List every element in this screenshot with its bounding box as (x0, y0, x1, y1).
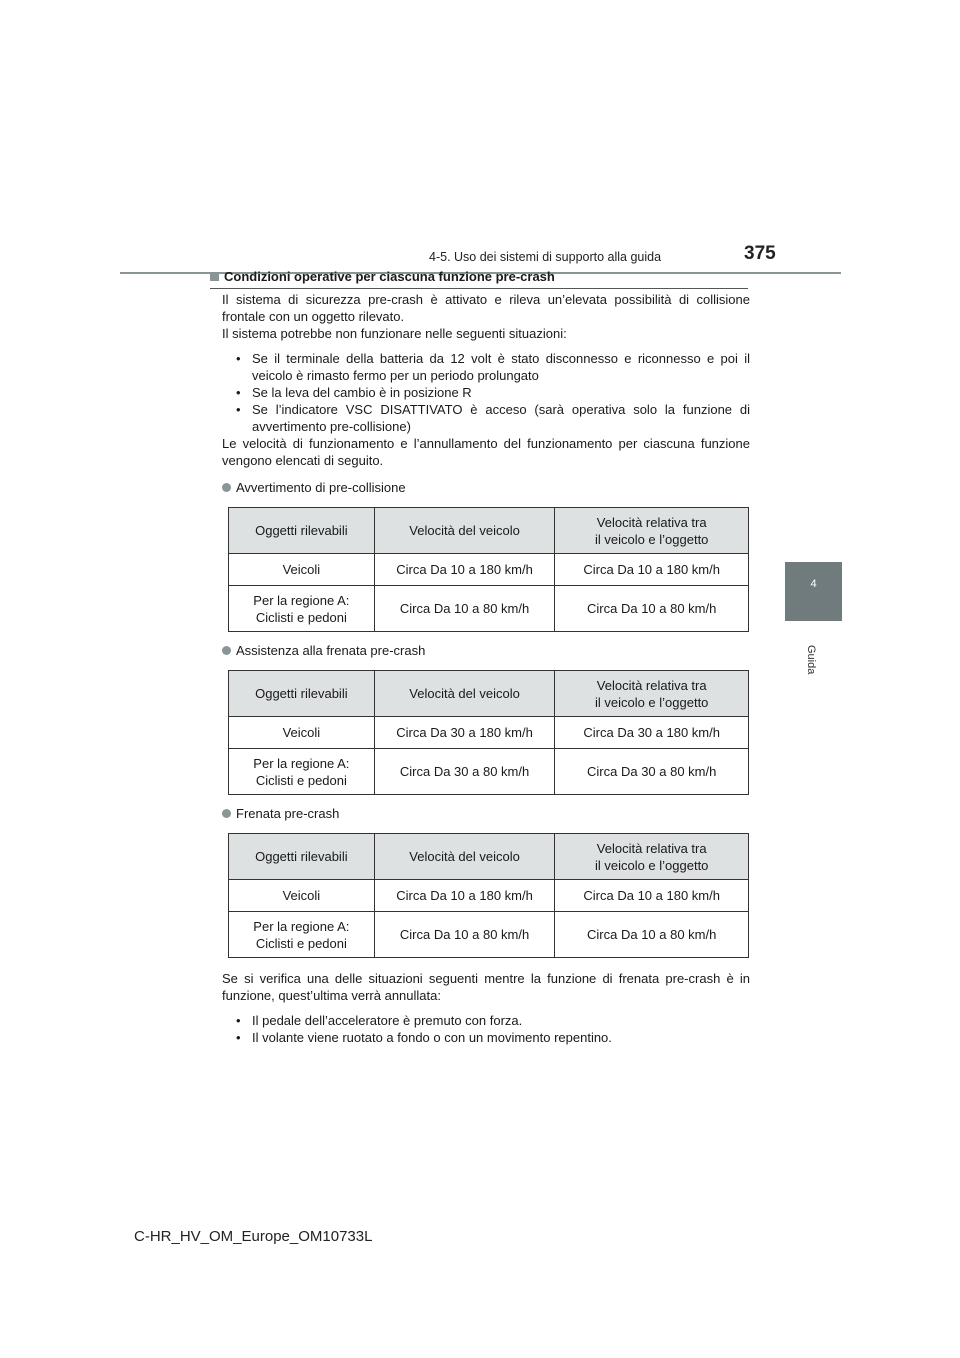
table-header-row (229, 834, 749, 880)
table-header: Velocità relativa tra il veicolo e l’oggetto (555, 508, 749, 554)
table-header: Oggetti rilevabili (229, 508, 375, 554)
table-header: Velocità relativa tra il veicolo e l’oggetto (555, 834, 749, 880)
page-content (210, 268, 750, 1046)
subsection-heading (222, 642, 750, 659)
document-code: C-HR_HV_OM_Europe_OM10733L (134, 1228, 373, 1245)
speed-table-brake-assist (228, 670, 749, 795)
speed-table-braking (228, 833, 749, 958)
list-item: • Se la leva del cambio è in posizione R (236, 384, 750, 401)
list-item: • Il pedale dell’acceleratore è premuto con forza. (236, 1012, 750, 1029)
section-heading (210, 268, 750, 285)
table-header: Oggetti rilevabili (229, 671, 375, 717)
list-item: • Il volante viene ruotato a fondo o con un movimento repentino. (236, 1029, 750, 1046)
table-cell: Circa Da 30 a 80 km/h (374, 749, 555, 795)
table-cell: Circa Da 10 a 80 km/h (374, 586, 555, 632)
table-cell: Per la regione A: Ciclisti e pedoni (229, 586, 375, 632)
page-number: 375 (744, 243, 776, 264)
square-bullet-icon (210, 272, 219, 281)
subsection-title: Frenata pre-crash (236, 806, 340, 821)
intro-paragraph: Il sistema potrebbe non funzionare nelle seguenti situazioni: (222, 326, 567, 341)
chapter-tab-label (803, 645, 823, 685)
table-cell: Veicoli (229, 880, 375, 912)
table-row (229, 749, 749, 795)
table-header-row (229, 508, 749, 554)
table-cell: Circa Da 30 a 80 km/h (555, 749, 749, 795)
table-cell: Circa Da 10 a 180 km/h (374, 880, 555, 912)
cancel-list (236, 1012, 750, 1046)
table-cell: Circa Da 30 a 180 km/h (374, 717, 555, 749)
table-header-row (229, 671, 749, 717)
list-item: • Se il terminale della batteria da 12 volt è stato disconnesso e riconnesso e poi il veicolo è rimasto fermo per un periodo prolungato (236, 350, 750, 384)
table-cell: Circa Da 10 a 180 km/h (555, 554, 749, 586)
table-cell: Circa Da 10 a 180 km/h (374, 554, 555, 586)
table-cell: Circa Da 10 a 80 km/h (555, 586, 749, 632)
speed-table-warning (228, 507, 749, 632)
table-cell: Circa Da 10 a 80 km/h (555, 912, 749, 958)
table-cell: Veicoli (229, 554, 375, 586)
condition-list (236, 350, 750, 435)
table-header: Velocità del veicolo (374, 671, 555, 717)
table-header: Oggetti rilevabili (229, 834, 375, 880)
table-row (229, 586, 749, 632)
table-header: Velocità del veicolo (374, 508, 555, 554)
table-header: Velocità relativa tra il veicolo e l’oggetto (555, 671, 749, 717)
round-bullet-icon (222, 483, 231, 492)
intro-paragraph: Il sistema di sicurezza pre-crash è attivato e rileva un’elevata possibilità di collisione frontale con un oggetto rilevato. (222, 292, 750, 324)
table-cell: Veicoli (229, 717, 375, 749)
table-row (229, 912, 749, 958)
table-cell: Circa Da 10 a 180 km/h (555, 880, 749, 912)
table-cell: Circa Da 30 a 180 km/h (555, 717, 749, 749)
table-row (229, 554, 749, 586)
table-header: Velocità del veicolo (374, 834, 555, 880)
subsection-heading (222, 479, 750, 496)
chapter-tab (785, 562, 842, 621)
chapter-tab-number: 4 (810, 578, 817, 590)
round-bullet-icon (222, 646, 231, 655)
subsection-title: Assistenza alla frenata pre-crash (236, 643, 426, 658)
round-bullet-icon (222, 809, 231, 818)
table-cell: Circa Da 10 a 80 km/h (374, 912, 555, 958)
subsection-heading (222, 805, 750, 822)
table-cell: Per la regione A: Ciclisti e pedoni (229, 749, 375, 795)
list-item: • Se l’indicatore VSC DISATTIVATO è acceso (sarà operativa solo la funzione di avvertimento pre-collisione) (236, 401, 750, 435)
chapter-tab-label-text: Guida (805, 645, 817, 675)
table-cell: Per la regione A: Ciclisti e pedoni (229, 912, 375, 958)
cancel-intro: Se si verifica una delle situazioni seguenti mentre la funzione di frenata pre-crash è in funzione, quest’ultima verrà annullata: (222, 971, 750, 1003)
table-row (229, 717, 749, 749)
header-section-title: 4-5. Uso dei sistemi di supporto alla guida (429, 250, 662, 264)
subsection-title: Avvertimento di pre-collisione (236, 480, 406, 495)
section-title: Condizioni operative per ciascuna funzione pre-crash (224, 269, 555, 284)
table-row (229, 880, 749, 912)
speeds-intro: Le velocità di funzionamento e l’annullamento del funzionamento per ciascuna funzione vengono elencati di seguito. (222, 436, 750, 468)
